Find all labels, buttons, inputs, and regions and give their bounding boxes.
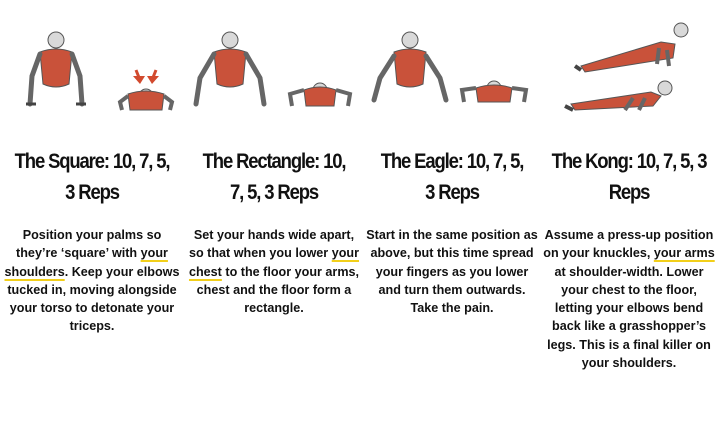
push-up-kong-illustration [541,18,717,118]
exercise-title: The Eagle: 10, 7, 5, 3 Reps [380,150,524,204]
exercise-description: Assume a press-up position on your knuckles, your arms at shoulder-width. Lower your chest to the floor, letting your elbows bend back like a grasshopper’s legs. This is a final killer on your shoulders. [543,228,715,371]
exercise-column-kong [541,0,717,447]
highlighted-text: your arms [653,246,715,261]
athlete-plank-high-figure [575,23,688,72]
push-up-eagle-illustration [364,18,540,118]
exercise-column-square [4,0,180,447]
athlete-front-figure [26,32,86,104]
athlete-lowered-figure [290,83,350,106]
athlete-lowered-figure [462,81,526,102]
exercise-description: Set your hands wide apart, so that when you lower your chest to the floor your arms, chest and the floor form a rectangle. [188,228,360,316]
exercise-column-eagle [364,0,540,447]
exercise-description: Position your palms so they’re ‘square’ with your shoulders. Keep your elbows tucked in, moving alongside your torso to detonate your triceps. [4,228,180,334]
exercise-column-rectangle [186,0,362,447]
push-up-square-illustration [4,18,180,118]
exercise-title: The Rectangle: 10, 7, 5, 3 Reps [202,150,346,204]
exercise-title: The Square: 10, 7, 5, 3 Reps [14,150,170,204]
exercise-title: The Kong: 10, 7, 5, 3 Reps [551,150,707,204]
athlete-lowered-figure [120,70,172,110]
athlete-front-figure [196,32,264,104]
push-up-rectangle-illustration [186,18,362,118]
highlighted-text: your chest [188,246,360,279]
exercise-description: Start in the same position as above, but this time spread your fingers as you lower and turn them outwards. Take the pain. [366,228,538,316]
athlete-front-figure [374,32,446,100]
highlighted-text: your shoulders [4,246,168,279]
athlete-plank-low-figure [565,81,672,110]
